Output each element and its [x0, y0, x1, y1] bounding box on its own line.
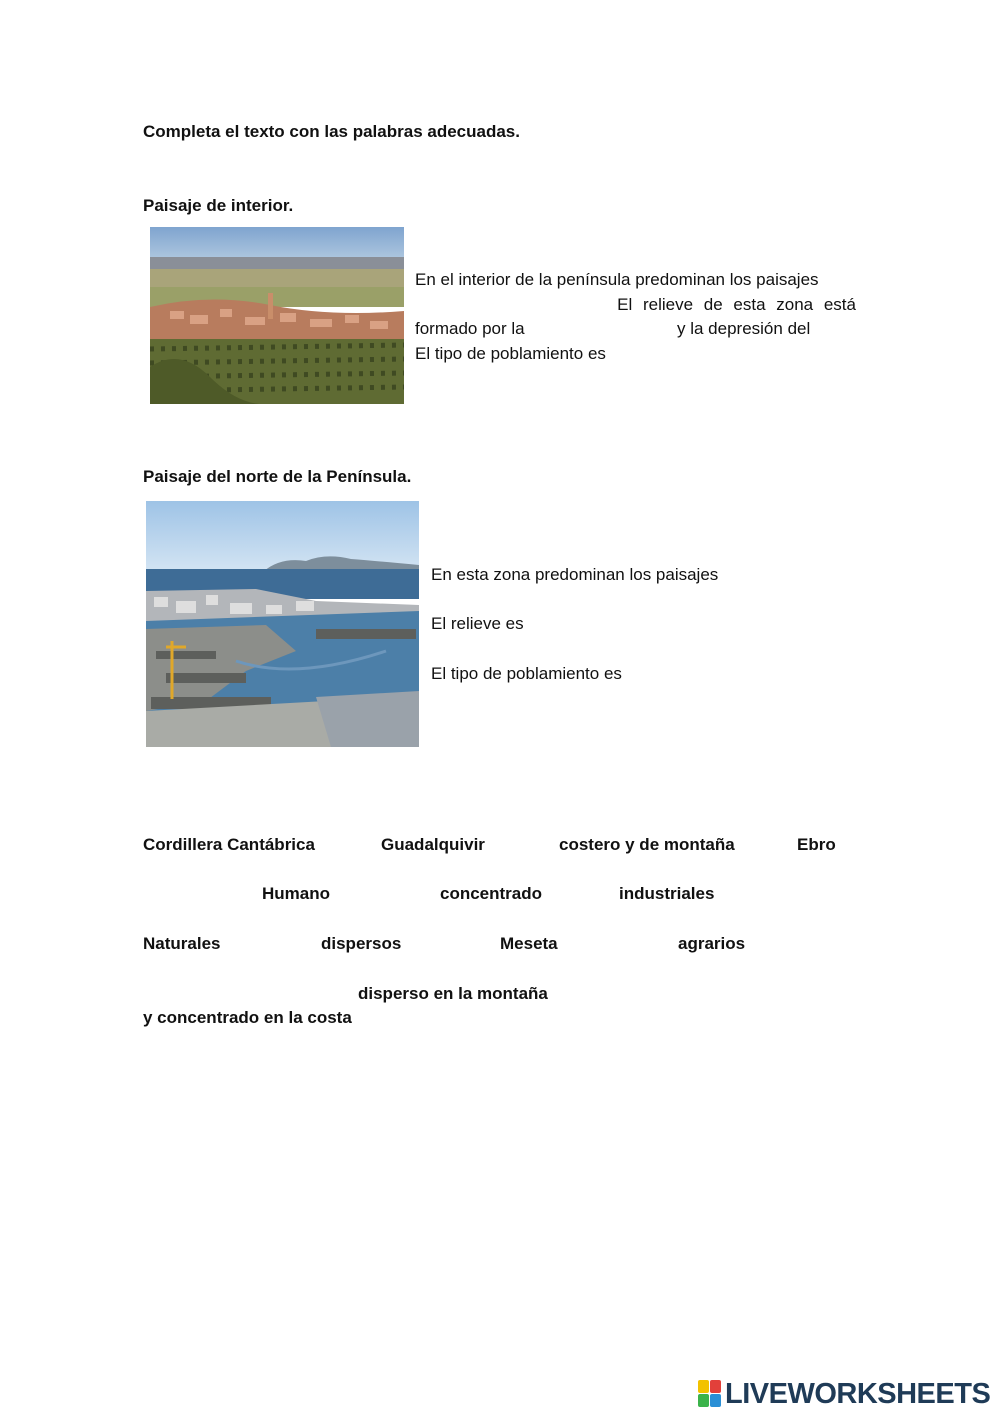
word-option[interactable]: Naturales [143, 934, 221, 953]
word-option[interactable]: Humano [262, 884, 330, 903]
word-option[interactable]: industriales [619, 884, 715, 903]
word-option[interactable]: Cordillera Cantábrica [143, 835, 315, 854]
word-option-continuation[interactable]: y concentrado en la costa [143, 1008, 352, 1027]
section2-line1: En esta zona predominan los paisajes [431, 565, 719, 584]
section1-paragraph [415, 268, 856, 366]
liveworksheets-mark-icon [698, 1380, 722, 1408]
word-option[interactable]: costero y de montaña [559, 835, 735, 854]
word-option[interactable]: disperso en la montaña [358, 984, 548, 1003]
section1-line4: El tipo de poblamiento es [415, 343, 606, 363]
section2-line2: El relieve es [431, 614, 524, 633]
liveworksheets-logo [698, 1378, 990, 1410]
word-option[interactable]: agrarios [678, 934, 746, 953]
section2-heading: Paisaje del norte de la Península. [143, 467, 412, 486]
word-option[interactable]: Meseta [500, 934, 558, 953]
interior-landscape-photo [150, 227, 404, 404]
word-option[interactable]: Guadalquivir [381, 835, 485, 854]
word-option[interactable]: concentrado [440, 884, 543, 903]
section1-line3a: formado por la [415, 319, 525, 338]
instruction-title: Completa el texto con las palabras adecuadas. [143, 122, 520, 141]
section1-heading: Paisaje de interior. [143, 196, 294, 215]
section2-line3: El tipo de poblamiento es [431, 664, 622, 683]
section1-line1: En el interior de la península predominan los paisajes [415, 270, 819, 289]
liveworksheets-wordmark: LIVEWORKSHEETS [725, 1377, 991, 1410]
section1-line3b: y la depresión del [677, 319, 811, 338]
word-option[interactable]: Ebro [797, 835, 836, 854]
section1-line2: El relieve de esta zona está [617, 294, 856, 314]
word-option[interactable]: dispersos [321, 934, 402, 953]
northern-coast-photo [146, 501, 419, 747]
